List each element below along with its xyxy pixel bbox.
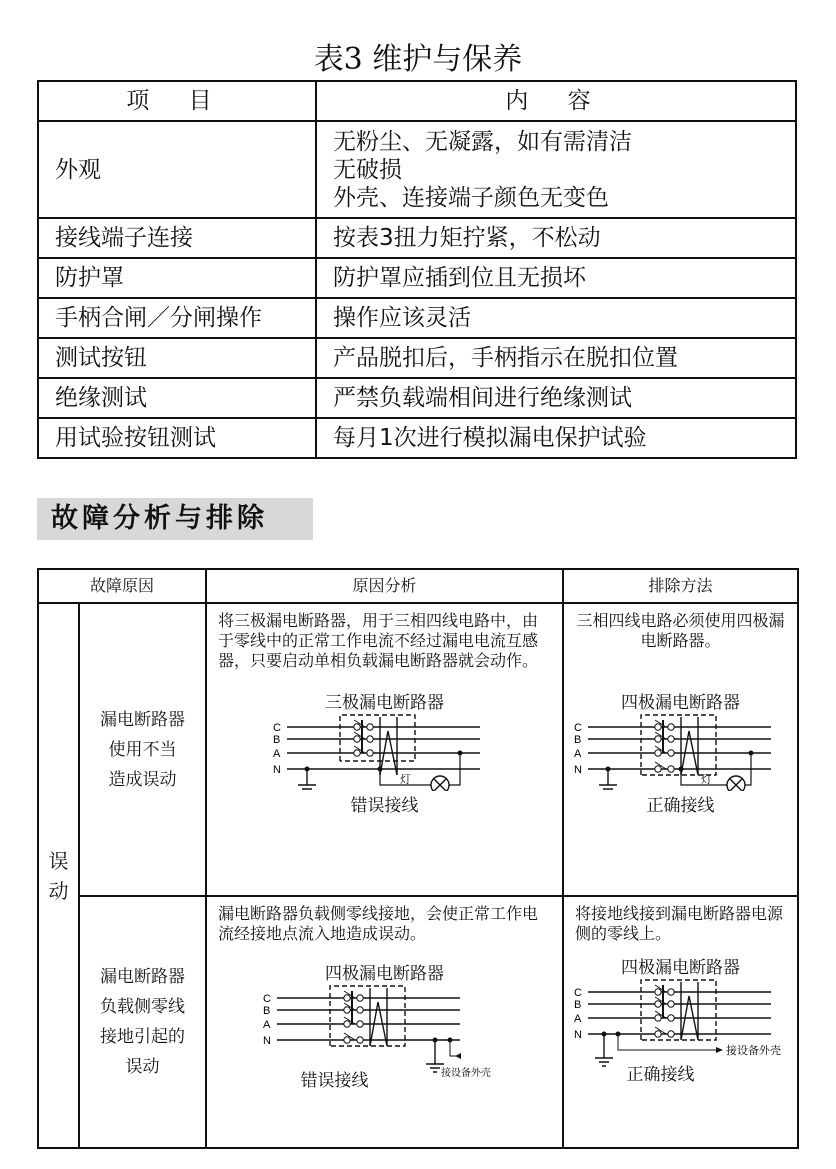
contact-icon bbox=[654, 750, 660, 756]
diagram-caption: 正确接线 bbox=[626, 1065, 695, 1085]
header-analysis: 原因分析 bbox=[206, 569, 563, 603]
row-item: 用试验按钮测试 bbox=[38, 418, 316, 458]
diagram-caption: 错误接线 bbox=[350, 796, 419, 816]
table-header-row bbox=[38, 569, 798, 603]
contact-icon bbox=[356, 1021, 362, 1027]
line-label: A bbox=[262, 1019, 270, 1031]
contact-icon bbox=[343, 1021, 349, 1027]
arrow-icon bbox=[716, 1047, 723, 1053]
cause-line: 漏电断路器 bbox=[100, 967, 185, 987]
table-row bbox=[38, 338, 796, 378]
contact-icon bbox=[343, 995, 349, 1001]
table-row bbox=[38, 258, 796, 298]
content-line: 无破损 bbox=[333, 156, 402, 183]
contact-icon bbox=[667, 766, 673, 772]
wiring-diagram bbox=[566, 978, 796, 1074]
ground-icon bbox=[599, 769, 617, 791]
contact-icon bbox=[366, 736, 372, 742]
row-content bbox=[316, 121, 796, 218]
contact-icon bbox=[356, 1037, 362, 1043]
diagram-title: 四极漏电断路器 bbox=[621, 958, 741, 978]
cause-cell bbox=[79, 603, 206, 896]
arrow-icon bbox=[455, 1053, 461, 1059]
contact-icon bbox=[654, 736, 660, 742]
contact-icon bbox=[356, 1007, 362, 1013]
analysis-text: 将三极漏电断路器，用于三相四线电路中，由于零线中的正常工作电流不经过漏电电流互感器，只要启动单相负载漏电断路器就会动作。 bbox=[218, 611, 539, 670]
line-label: B bbox=[272, 734, 280, 746]
junction-dot bbox=[304, 767, 309, 772]
solution-cell bbox=[563, 603, 798, 896]
table-row bbox=[38, 378, 796, 418]
content-line: 无粉尘、无凝露，如有需清洁 bbox=[333, 128, 632, 155]
junction-dot bbox=[605, 767, 610, 772]
current-transformer-icon bbox=[681, 717, 698, 775]
table-row bbox=[38, 218, 796, 258]
row-item: 手柄合闸／分闸操作 bbox=[38, 298, 316, 338]
arrow-label: 接设备外壳 bbox=[440, 1068, 491, 1079]
line-label: A bbox=[573, 748, 581, 760]
section-title: 故障分析与排除 bbox=[37, 498, 313, 540]
breaker-outline bbox=[641, 980, 716, 1040]
current-transformer-icon bbox=[370, 988, 387, 1046]
row-item: 防护罩 bbox=[38, 258, 316, 298]
contact-icon bbox=[356, 995, 362, 1001]
junction-dot bbox=[432, 1038, 437, 1043]
header-content: 内 容 bbox=[316, 81, 796, 121]
row-content: 操作应该灵活 bbox=[316, 298, 796, 338]
line-label: N bbox=[262, 1035, 271, 1047]
solution-text: 三相四线电路必须使用四极漏电断路器。 bbox=[576, 611, 785, 650]
contact-icon bbox=[667, 750, 673, 756]
contact-icon bbox=[654, 766, 660, 772]
lamp-label: 灯 bbox=[700, 774, 712, 786]
fault-table bbox=[37, 568, 799, 1149]
contact-icon bbox=[654, 1031, 660, 1037]
row-item: 测试按钮 bbox=[38, 338, 316, 378]
line-label: B bbox=[573, 999, 581, 1011]
row-content: 防护罩应插到位且无损坏 bbox=[316, 258, 796, 298]
content-line: 外壳、连接端子颜色无变色 bbox=[333, 184, 609, 211]
contact-icon bbox=[353, 736, 359, 742]
category-label: 误动 bbox=[48, 848, 69, 903]
row-item: 绝缘测试 bbox=[38, 378, 316, 418]
solution-cell bbox=[563, 896, 798, 1148]
wiring-diagram bbox=[255, 984, 515, 1080]
diagram-caption: 正确接线 bbox=[646, 796, 715, 816]
ground-icon bbox=[595, 1034, 613, 1066]
line-label: A bbox=[272, 748, 280, 760]
wiring-diagram bbox=[566, 713, 796, 791]
row-content: 按表3扭力矩拧紧，不松动 bbox=[316, 218, 796, 258]
diagram-caption: 错误接线 bbox=[300, 1071, 369, 1091]
cause-cell bbox=[79, 896, 206, 1148]
breaker-outline bbox=[641, 715, 716, 775]
cause-line: 负载侧零线 bbox=[100, 997, 185, 1017]
row-item: 接线端子连接 bbox=[38, 218, 316, 258]
analysis-text: 漏电断路器负载侧零线接地，会使正常工作电流经接地点流入地造成误动。 bbox=[218, 904, 539, 943]
contact-icon bbox=[667, 736, 673, 742]
diagram-title: 四极漏电断路器 bbox=[325, 964, 445, 984]
header-solution: 排除方法 bbox=[563, 569, 798, 603]
table-row bbox=[38, 298, 796, 338]
line-label: B bbox=[262, 1005, 270, 1017]
cause-line: 接地引起的 bbox=[100, 1027, 185, 1047]
wiring-diagram bbox=[265, 713, 505, 791]
table-header-row bbox=[38, 81, 796, 121]
contact-icon bbox=[343, 1007, 349, 1013]
contact-icon bbox=[667, 1031, 673, 1037]
row-content: 每月1次进行模拟漏电保护试验 bbox=[316, 418, 796, 458]
breaker-outline bbox=[340, 715, 415, 761]
line-label: N bbox=[573, 1029, 582, 1041]
contact-icon bbox=[667, 1015, 673, 1021]
diagram-title: 四极漏电断路器 bbox=[621, 693, 741, 713]
contact-icon bbox=[366, 724, 372, 730]
junction-dot bbox=[601, 1032, 606, 1037]
contact-icon bbox=[667, 989, 673, 995]
category-cell bbox=[38, 603, 79, 1148]
contact-icon bbox=[654, 1015, 660, 1021]
line-label: C bbox=[272, 722, 281, 734]
table-row bbox=[38, 121, 796, 218]
contact-icon bbox=[654, 724, 660, 730]
contact-icon bbox=[654, 1001, 660, 1007]
lamp-icon bbox=[727, 776, 745, 791]
contact-icon bbox=[343, 1037, 349, 1043]
arrow-wire bbox=[450, 1040, 461, 1056]
lamp-label: 灯 bbox=[399, 774, 411, 786]
line-label: A bbox=[573, 1013, 581, 1025]
maintenance-table bbox=[37, 80, 797, 459]
analysis-cell bbox=[206, 603, 563, 896]
line-label: C bbox=[262, 993, 271, 1005]
table3-title: 表3 维护与保养 bbox=[313, 42, 523, 77]
cause-line: 误动 bbox=[125, 1057, 160, 1077]
contact-icon bbox=[667, 1001, 673, 1007]
breaker-outline bbox=[330, 986, 405, 1046]
ground-icon bbox=[298, 769, 316, 791]
header-cause: 故障原因 bbox=[38, 569, 206, 603]
table-row bbox=[38, 418, 796, 458]
analysis-cell bbox=[206, 896, 563, 1148]
line-label: C bbox=[573, 987, 582, 999]
lamp-icon bbox=[431, 776, 449, 791]
arrow-wire bbox=[618, 1034, 716, 1050]
contact-icon bbox=[667, 724, 673, 730]
contact-icon bbox=[353, 724, 359, 730]
line-label: C bbox=[573, 722, 582, 734]
line-label: B bbox=[573, 734, 581, 746]
contact-icon bbox=[366, 750, 372, 756]
table-row bbox=[38, 896, 798, 1148]
header-item: 项 目 bbox=[38, 81, 316, 121]
arrow-label: 接设备外壳 bbox=[725, 1045, 781, 1057]
row-item: 外观 bbox=[38, 121, 316, 218]
cause-line: 使用不当 bbox=[108, 739, 177, 760]
line-label: N bbox=[272, 764, 281, 776]
current-transformer-icon bbox=[681, 982, 698, 1040]
line-label: N bbox=[573, 764, 582, 776]
contact-icon bbox=[654, 989, 660, 995]
cause-line: 造成误动 bbox=[108, 769, 177, 790]
diagram-title: 三极漏电断路器 bbox=[325, 693, 445, 713]
table-row bbox=[38, 603, 798, 896]
solution-text: 将接地线接到漏电断路器电源侧的零线上。 bbox=[575, 904, 784, 943]
current-transformer-icon bbox=[380, 717, 397, 775]
row-content: 严禁负载端相间进行绝缘测试 bbox=[316, 378, 796, 418]
cause-line: 漏电断路器 bbox=[100, 709, 185, 730]
contact-icon bbox=[353, 750, 359, 756]
row-content: 产品脱扣后，手柄指示在脱扣位置 bbox=[316, 338, 796, 378]
